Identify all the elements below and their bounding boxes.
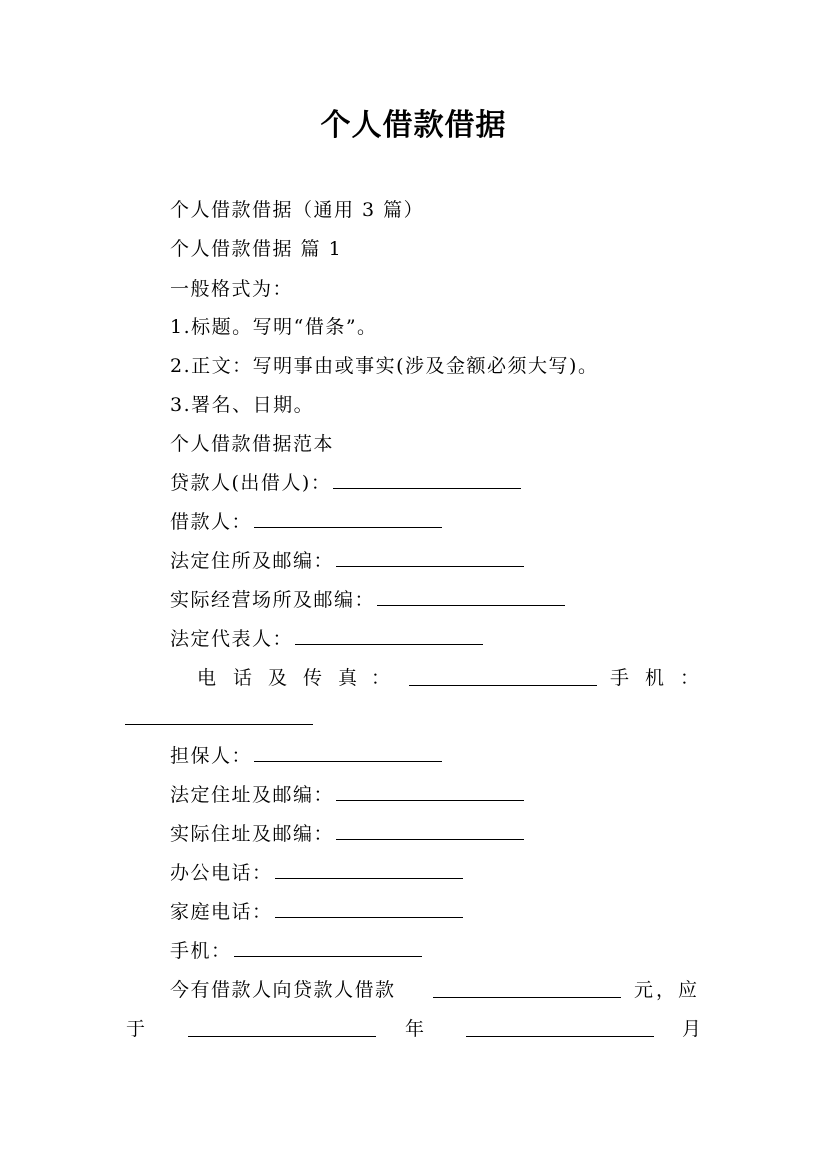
subtitle-line: 个人借款借据（通用 3 篇） (170, 199, 425, 221)
legal-rep-blank (295, 626, 483, 645)
template-heading: 个人借款借据范本 (170, 433, 335, 455)
guarantor-legal-address-label: 法定住址及邮编： (170, 784, 335, 806)
mobile-blank (125, 724, 313, 725)
legal-address-label: 法定住所及邮编： (170, 550, 335, 572)
home-phone-blank (275, 899, 463, 918)
home-phone-field (170, 899, 463, 925)
yu-text: 于 (126, 1018, 146, 1040)
phone-char-2: 话 (233, 667, 253, 689)
mobile-char-3: ： (680, 667, 700, 689)
year-text: 年 (405, 1018, 425, 1040)
phone-fax-blank (409, 685, 597, 686)
mobile-label: 手机： (170, 940, 232, 962)
guarantor-actual-address-label: 实际住址及邮编： (170, 823, 335, 845)
phone-char-1: 电 (197, 667, 217, 689)
borrower-field (170, 509, 442, 535)
guarantor-field (170, 743, 442, 769)
guarantor-legal-address-blank (336, 782, 524, 801)
phone-char-6: ： (371, 667, 391, 689)
lender-label: 贷款人(出借人)： (170, 472, 332, 494)
borrower-label: 借款人： (170, 511, 253, 533)
legal-address-field (170, 548, 524, 574)
home-phone-label: 家庭电话： (170, 901, 273, 923)
office-phone-field (170, 860, 463, 886)
borrower-blank (254, 509, 442, 528)
legal-rep-label: 法定代表人： (170, 628, 294, 650)
guarantor-actual-address-field (170, 821, 524, 847)
guarantor-actual-address-blank (336, 821, 524, 840)
legal-rep-field (170, 626, 483, 652)
actual-address-field (170, 587, 565, 613)
guarantor-legal-address-field (170, 782, 524, 808)
lender-field (170, 470, 521, 496)
loan-text: 今有借款人向贷款人借款 (170, 979, 396, 1001)
lender-blank (333, 470, 521, 489)
year-blank (188, 1036, 376, 1037)
office-phone-label: 办公电话： (170, 862, 273, 884)
format-item-1: 1.标题。写明“借条”。 (170, 316, 378, 338)
format-item-2: 2.正文：写明事由或事实(涉及金额必须大写)。 (170, 355, 599, 377)
guarantor-blank (254, 743, 442, 762)
office-phone-blank (275, 860, 463, 879)
guarantor-label: 担保人： (170, 745, 253, 767)
actual-address-blank (377, 587, 565, 606)
section-heading: 个人借款借据 篇 1 (170, 238, 343, 260)
month-text: 月 (682, 1018, 702, 1040)
format-item-3: 3.署名、日期。 (170, 394, 315, 416)
mobile-char-2: 机 (645, 667, 665, 689)
phone-char-4: 传 (303, 667, 323, 689)
actual-address-label: 实际经营场所及邮编： (170, 589, 376, 611)
loan-amount-blank (433, 997, 621, 998)
legal-address-blank (336, 548, 524, 567)
month-blank (466, 1036, 654, 1037)
phone-char-5: 真 (338, 667, 358, 689)
phone-char-3: 及 (268, 667, 288, 689)
mobile-char-1: 手 (610, 667, 630, 689)
format-heading: 一般格式为： (170, 278, 294, 300)
yuan-text: 元，应 (634, 979, 701, 1001)
mobile-field (170, 938, 422, 964)
mobile-field-blank (234, 938, 422, 957)
document-title: 个人借款借据 (320, 108, 507, 143)
